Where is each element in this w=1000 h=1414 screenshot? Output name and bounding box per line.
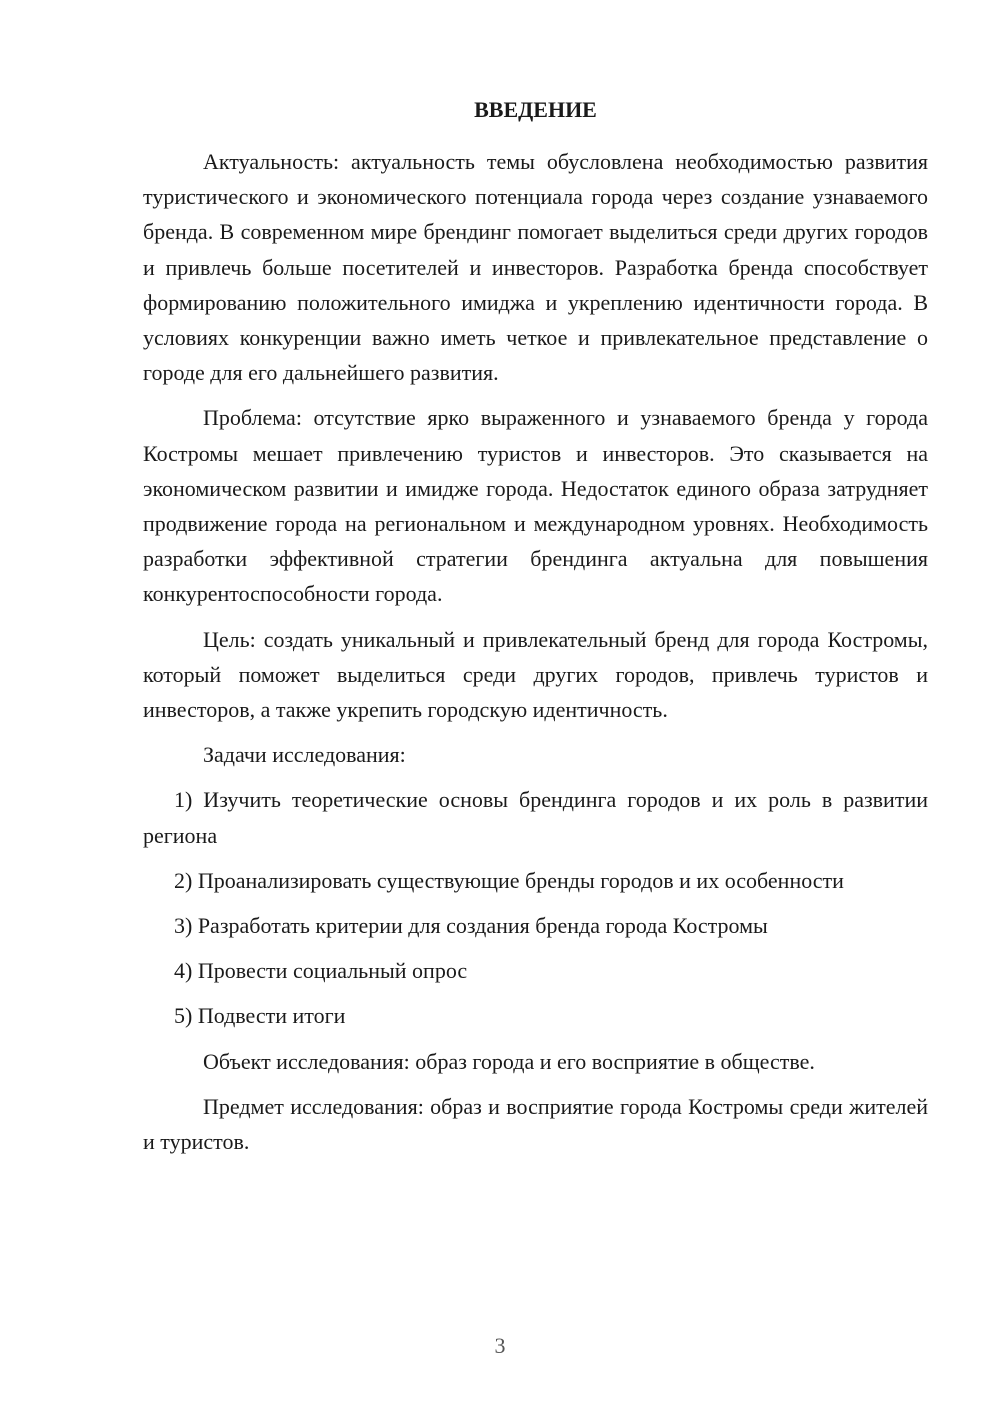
tasks-heading: Задачи исследования:: [203, 742, 406, 768]
problem-paragraph: Проблема: отсутствие ярко выраженного и узнаваемого бренда у города Костромы мешает привлечению туристов и инвесторов. Это сказывается на экономическом развитии и имидже города. Недостаток единого образа затрудняет продвижение города на региональном и международном уровнях. Необходимость разработки эффективной стратегии брендинга актуальна для повышения конкурентоспособности города.: [143, 405, 928, 607]
goal-paragraph: Цель: создать уникальный и привлекательный бренд для города Костромы, который поможет выделиться среди других городов, привлечь туристов и инвесторов, а также укрепить городскую идентичность.: [143, 626, 928, 723]
task-item-5: 5) Подвести итоги: [174, 1003, 346, 1029]
relevance-paragraph: Актуальность: актуальность темы обусловлена необходимостью развития туристического и экономического потенциала города через создание узнаваемого бренда. В современном мире брендинг помогает выделиться среди других городов и привлечь больше посетителей и инвесторов. Разработка бренда способствует формированию положительного имиджа и укреплению идентичности города. В условиях конкуренции важно иметь четкое и привлекательное представление о городе для его дальнейшего развития.: [143, 149, 928, 386]
task-item-2: 2) Проанализировать существующие бренды городов и их особенности: [174, 867, 844, 893]
object-paragraph: Объект исследования: образ города и его восприятие в обществе.: [203, 1048, 815, 1074]
subject-paragraph: Предмет исследования: образ и восприятие города Костромы среди жителей и туристов.: [143, 1093, 928, 1155]
page-title: ВВЕДЕНИЕ: [474, 97, 597, 122]
page-number: 3: [494, 1333, 506, 1358]
task-item-1: 1) Изучить теоретические основы брендинга городов и их роль в развитии региона: [143, 787, 928, 848]
document-page: [143, 92, 928, 1169]
task-item-4: 4) Провести социальный опрос: [174, 958, 468, 984]
task-item-3: 3) Разработать критерии для создания бренда города Костромы: [174, 913, 768, 939]
